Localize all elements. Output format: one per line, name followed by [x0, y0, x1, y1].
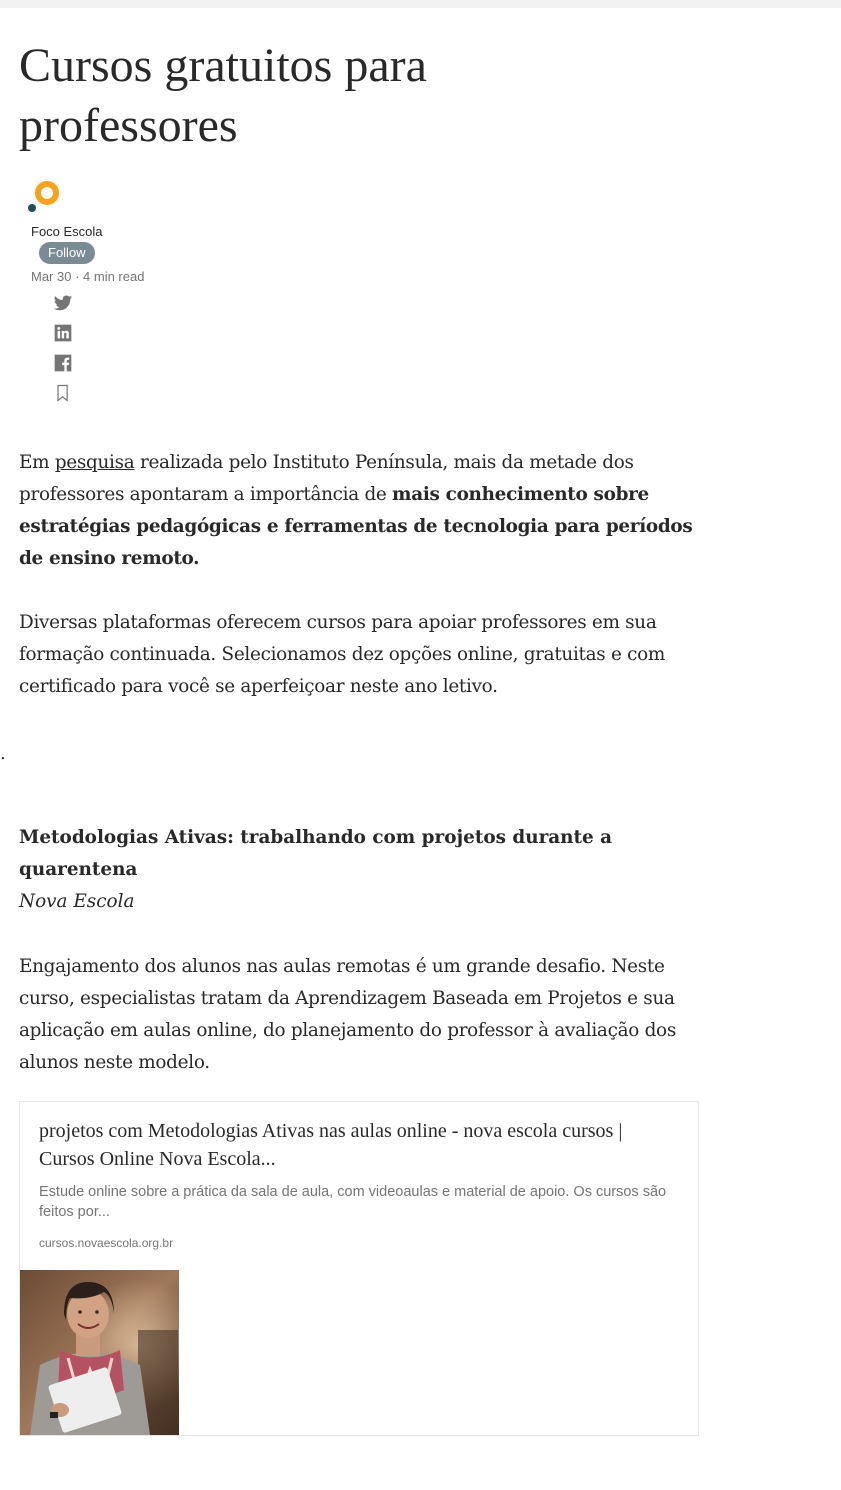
course-description: Engajamento dos alunos nas aulas remotas é um grande desafio. Neste curso, especialistas tratam da Aprendizagem Baseada em Projetos e sua aplicação em aulas online, do planejamento do professor à avaliação dos alunos neste modelo. [19, 956, 676, 1073]
bookmark-icon[interactable] [53, 383, 73, 403]
linkedin-icon[interactable] [53, 323, 73, 343]
intro-prefix: Em [19, 452, 55, 473]
pesquisa-link[interactable]: pesquisa [54, 452, 135, 473]
card-description: Estude online sobre a prática da sala de aula, com videoaulas e material de apoio. Os cursos são feitos por... [39, 1184, 667, 1220]
meta-separator: · [71, 269, 84, 284]
post-date: Mar 30 [31, 269, 72, 284]
card-domain: cursos.novaescola.org.br [39, 1236, 174, 1250]
intro-middle: realizada pelo Instituto Península, mais da metade dos professores apontaram a importância de [19, 452, 634, 505]
article-title: Cursos gratuitos para professores [19, 39, 427, 152]
author-name[interactable]: Foco Escola [31, 224, 103, 239]
card-thumbnail-image [20, 1270, 179, 1435]
stray-dot: . [0, 743, 6, 764]
intro-paragraph-2: Diversas plataformas oferecem cursos para apoiar professores em sua formação continuada. Selecionamos dez opções online, gratuitas e com certificado para você se aperfeiçoar neste ano letivo. [19, 612, 666, 697]
link-preview-card[interactable] [19, 1101, 699, 1436]
read-time: 4 min read [83, 269, 145, 284]
card-title: projetos com Metodologias Ativas nas aulas online - nova escola cursos | Cursos Online Nova Escola... [39, 1120, 623, 1170]
intro-paragraph-1 [19, 447, 699, 575]
top-bar [0, 0, 841, 8]
twitter-icon[interactable] [53, 293, 73, 313]
foco-escola-logo[interactable] [27, 180, 63, 214]
course-source: Nova Escola [19, 891, 135, 912]
course-heading: Metodologias Ativas: trabalhando com projetos durante a quarentena [19, 827, 613, 880]
intro-highlight: mais conhecimento sobre estratégias pedagógicas e ferramentas de tecnologia para períodos de ensino remoto. [19, 484, 693, 569]
follow-button[interactable]: Follow [39, 242, 95, 264]
post-meta [31, 269, 144, 284]
facebook-icon[interactable] [53, 353, 73, 373]
